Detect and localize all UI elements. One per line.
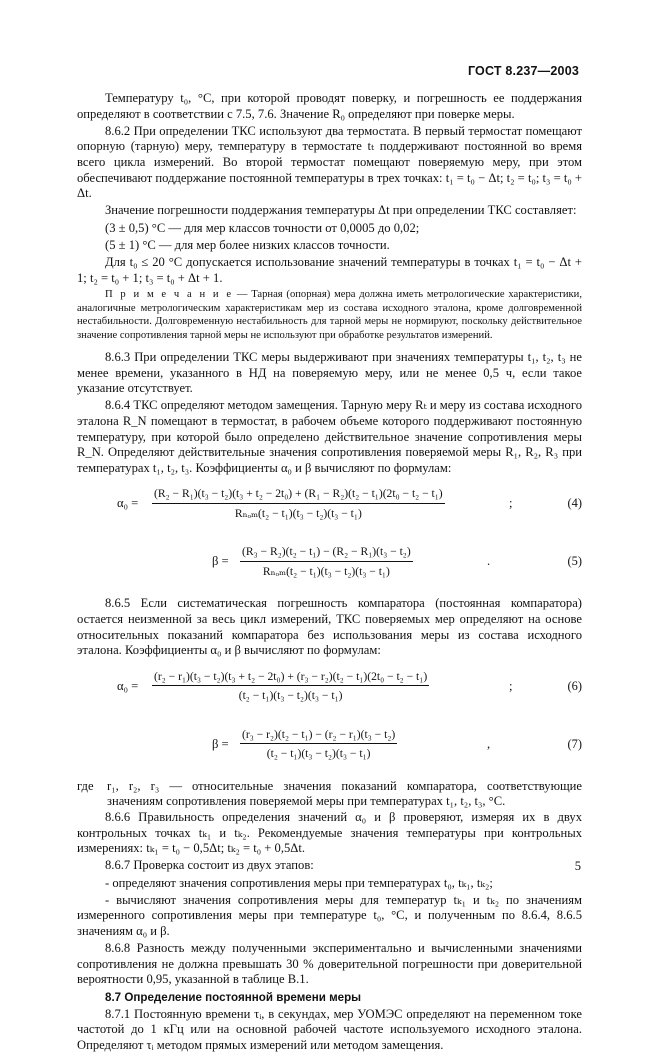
paragraph: 8.6.5 Если систематическая погрешность компаратора (постоянная компаратора) остается неизменной за весь цикл измерений, ТКС поверяемых мер определяют на основе относительных показаний компаратора без использования меры из состава исходного эталона. Коэффициенты α₀ и β вычисляют по формулам: [77, 596, 582, 658]
equation-6 [77, 663, 582, 717]
equation-numerator: (r₂ − r₁)(t₃ − t₂)(t₃ + t₂ − 2t₀) + (r₃ − r₂)(t₂ − t₁)(2t₀ − t₂ − t₁) [152, 669, 429, 687]
paragraph: Значение погрешности поддержания температуры Δt при определении ТКС составляет: [105, 203, 577, 218]
equation-lhs: α₀ = [117, 678, 139, 693]
list-item: (5 ± 1) °С — для мер более низких классов точности. [105, 237, 390, 252]
where-word: где [77, 778, 94, 793]
equation-number: (5) [567, 554, 582, 569]
note-text: — Тарная (опорная) мера должна иметь метрологические характеристики, аналогичные метрологическим характеристикам мер из состава исходного эталона, кроме долговременной нестабильности. Долговременную нестабильность для тарной меры не нормируют, поскольку действительное значение сопротивления тарной меры не используют при обработке результатов измерений. [77, 289, 582, 341]
equation-tail: ; [509, 678, 513, 693]
equation-fraction [152, 486, 445, 521]
equation-denominator: Rₙₒₘ(t₂ − t₁)(t₃ − t₂)(t₃ − t₁) [234, 507, 362, 521]
equation-numerator: (r₃ − r₂)(t₂ − t₁) − (r₂ − r₁)(t₃ − t₂) [240, 727, 397, 745]
equation-lhs: β = [212, 736, 229, 751]
where-text: r₁, r₂, r₃ — относительные значения показаний компаратора, соответствующие значениям сопротивления поверяемой меры при температурах t₁, t₂, t₃, °С. [107, 778, 582, 809]
note [77, 288, 582, 342]
paragraph: 8.6.7 Проверка состоит из двух этапов: [105, 858, 314, 873]
standard-header: ГОСТ 8.237—2003 [467, 64, 579, 78]
equation-denominator: (t₂ − t₁)(t₃ − t₂)(t₃ − t₁) [238, 689, 343, 703]
paragraph: 8.6.3 При определении ТКС меры выдерживают при значениях температуры t₁, t₂, t₃ не менее времени, указанного в НД на поверяемую меру, или не менее 0,5 ч, если такое указание отсутствует. [77, 350, 582, 396]
paragraph: 8.6.6 Правильность определения значений α₀ и β проверяют, измеряя их в двух контрольных точках tₖ₁ и tₖ₂. Рекомендуемые значения температуры при контрольных измерениях: tₖ₁ = t₀ − 0,5Δt; tₖ₂ = t₀ + 0,5Δt. [77, 810, 582, 856]
where-clause [77, 779, 582, 810]
list-item: (3 ± 0,5) °С — для мер классов точности от 0,0005 до 0,02; [105, 220, 420, 235]
equation-lhs: α₀ = [117, 496, 139, 511]
list-item: - вычисляют значения сопротивления меры для температур tₖ₁ и tₖ₂ по значениям измеренного сопротивления меры при температуре t₀, °С, и полученным по 8.6.4, 8.6.5 значениям α₀ и β. [77, 892, 582, 938]
paragraph: 8.6.8 Разность между полученными экспериментально и вычисленными значениями сопротивления не должна превышать 30 % доверительной погрешности при доверительной вероятности 0,95, указанной в таблице В.1. [77, 941, 582, 987]
equation-tail: . [487, 554, 491, 569]
equation-tail: , [487, 736, 491, 751]
equation-4 [77, 480, 582, 534]
note-label: П р и м е ч а н и е [105, 289, 234, 301]
equation-fraction [240, 544, 413, 579]
equation-fraction [152, 669, 429, 704]
equation-numerator: (R₂ − R₁)(t₃ − t₂)(t₃ + t₂ − 2t₀) + (R₁ − R₂)(t₂ − t₁)(2t₀ − t₂ − t₁) [152, 486, 445, 504]
equation-tail: ; [509, 496, 513, 511]
equation-lhs: β = [212, 554, 229, 569]
paragraph: Для t₀ ≤ 20 °С допускается использование значений температуры в точках t₁ = t₀ − Δt + 1; t₂ = t₀ + 1; t₃ = t₀ + Δt + 1. [77, 254, 582, 285]
paragraph: 8.7.1 Постоянную времени τᵢ, в секундах, мер УОМЭС определяют на переменном токе частотой до 1 кГц или на основной рабочей частоте используемого исходного эталона. Определяют τᵢ методом прямых измерений или методом замещения. [77, 1006, 582, 1052]
equation-number: (6) [567, 678, 582, 693]
paragraph: 8.6.2 При определении ТКС используют два термостата. В первый термостат помещают опорную (тарную) меру, температуру в термостате tₜ поддерживают постоянной во время всего цикла измерений. Во второй термостат помещают поверяемую меру, при этом обеспечивают поддержание постоянной температуры в трех точках: t₁ = t₀ − Δt; t₂ = t₀; t₃ = t₀ + Δt. [77, 123, 582, 201]
list-item: - определяют значения сопротивления меры при температурах t₀, tₖ₁, tₖ₂; [105, 875, 493, 890]
document-body [77, 91, 582, 1055]
section-heading: 8.7 Определение постоянной времени меры [105, 990, 362, 1004]
equation-number: (7) [567, 736, 582, 751]
page-number: 5 [574, 859, 581, 873]
equation-5 [77, 538, 582, 592]
equation-denominator: Rₙₒₘ(t₂ − t₁)(t₃ − t₂)(t₃ − t₁) [262, 565, 390, 579]
paragraph: Температуру t₀, °С, при которой проводят поверку, и погрешность ее поддержания определяют в соответствии с 7.5, 7.6. Значение R₀ определяют при поверке меры. [77, 91, 582, 121]
equation-fraction [240, 727, 397, 762]
equation-7 [77, 721, 582, 775]
equation-denominator: (t₂ − t₁)(t₃ − t₂)(t₃ − t₁) [266, 747, 371, 761]
equation-numerator: (R₃ − R₂)(t₂ − t₁) − (R₂ − R₁)(t₃ − t₂) [240, 544, 413, 562]
equation-number: (4) [567, 496, 582, 511]
paragraph: 8.6.4 ТКС определяют методом замещения. Тарную меру Rₜ и меру из состава исходного эталона R_N помещают в термостат, в рабочем объеме которого поддерживают постоянную температуру, при которой было определено действительное значение сопротивления меры R_N. Определяют действительные значения сопротивления поверяемой меры R₁, R₂, R₃ при температурах t₁, t₂, t₃. Коэффициенты α₀ и β вычисляют по формулам: [77, 398, 582, 475]
